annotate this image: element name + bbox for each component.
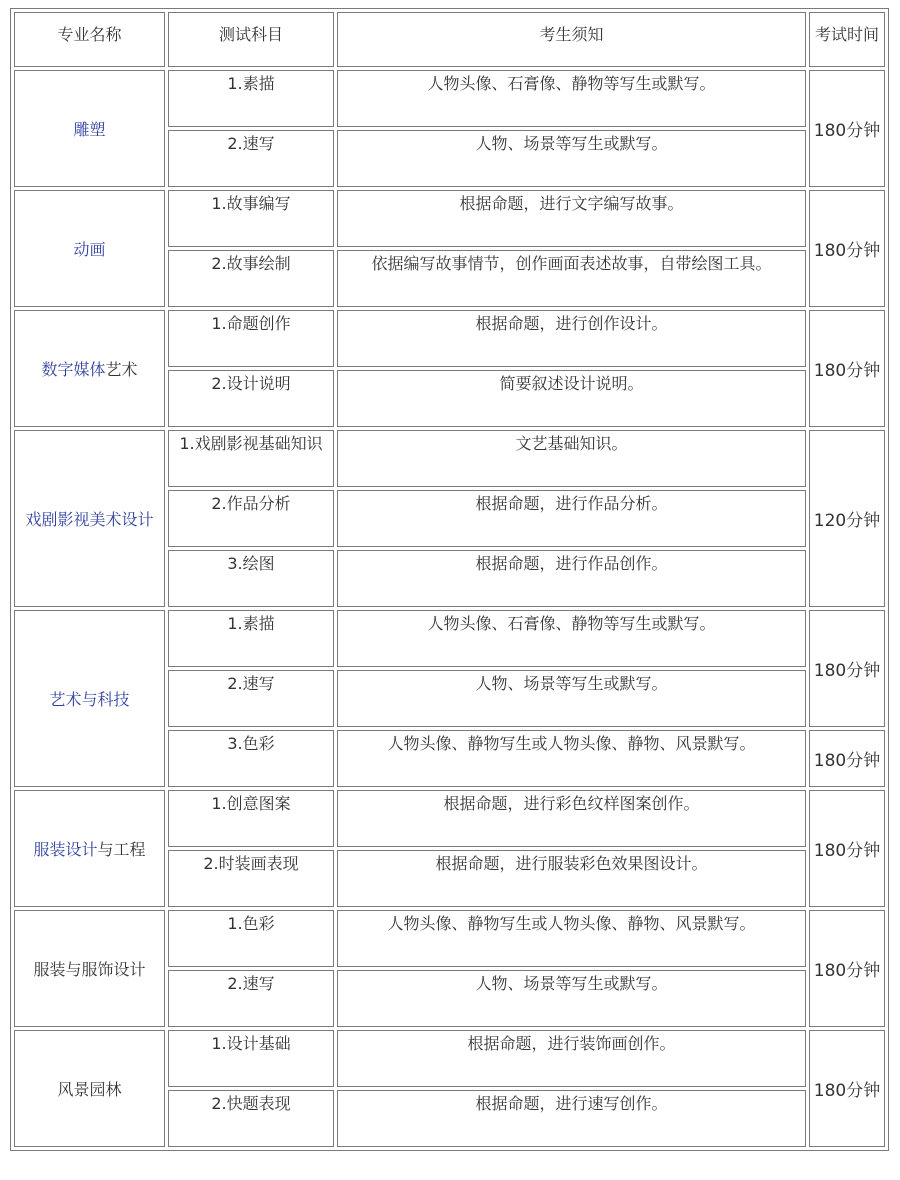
subject-cell: 2.速写 bbox=[168, 130, 334, 187]
major-name-part: 艺术与科技 bbox=[49, 690, 130, 709]
notice-cell: 根据命题，进行作品分析。 bbox=[337, 490, 806, 547]
table-row bbox=[14, 190, 885, 247]
header-subject: 测试科目 bbox=[168, 12, 334, 67]
notice-cell: 人物、场景等写生或默写。 bbox=[337, 670, 806, 727]
notice-cell: 根据命题，进行速写创作。 bbox=[337, 1090, 806, 1147]
major-name-part: 服装设计 bbox=[33, 840, 98, 859]
major-name-part: 戏剧影视美术设计 bbox=[25, 510, 154, 529]
duration-cell: 180分钟 bbox=[809, 910, 885, 1027]
notice-cell: 人物、场景等写生或默写。 bbox=[337, 130, 806, 187]
notice-cell: 根据命题，进行作品创作。 bbox=[337, 550, 806, 607]
subject-cell: 2.故事绘制 bbox=[168, 250, 334, 307]
major-name-part: 风景园林 bbox=[57, 1080, 122, 1099]
header-duration: 考试时间 bbox=[809, 12, 885, 67]
subject-cell: 1.创意图案 bbox=[168, 790, 334, 847]
table-row bbox=[14, 310, 885, 367]
duration-cell: 180分钟 bbox=[809, 790, 885, 907]
notice-cell: 人物头像、石膏像、静物等写生或默写。 bbox=[337, 70, 806, 127]
table-row bbox=[14, 610, 885, 667]
subject-cell: 1.色彩 bbox=[168, 910, 334, 967]
duration-cell: 180分钟 bbox=[809, 70, 885, 187]
table-row bbox=[14, 790, 885, 847]
header-notice: 考生须知 bbox=[337, 12, 806, 67]
major-name bbox=[14, 790, 165, 907]
notice-cell: 人物头像、石膏像、静物等写生或默写。 bbox=[337, 610, 806, 667]
subject-cell: 2.时装画表现 bbox=[168, 850, 334, 907]
major-name-part: 与工程 bbox=[97, 840, 146, 859]
table-row bbox=[14, 910, 885, 967]
notice-cell: 简要叙述设计说明。 bbox=[337, 370, 806, 427]
header-major: 专业名称 bbox=[14, 12, 165, 67]
header-row bbox=[14, 12, 885, 67]
major-name-part: 服装与服饰设计 bbox=[33, 960, 146, 979]
duration-cell: 180分钟 bbox=[809, 190, 885, 307]
duration-cell: 180分钟 bbox=[809, 310, 885, 427]
major-name bbox=[14, 610, 165, 787]
notice-cell: 依据编写故事情节，创作画面表述故事，自带绘图工具。 bbox=[337, 250, 806, 307]
notice-cell: 人物头像、静物写生或人物头像、静物、风景默写。 bbox=[337, 910, 806, 967]
major-name-part: 雕塑 bbox=[73, 120, 106, 139]
major-name-part: 动画 bbox=[73, 240, 106, 259]
subject-cell: 1.素描 bbox=[168, 70, 334, 127]
notice-cell: 根据命题，进行彩色纹样图案创作。 bbox=[337, 790, 806, 847]
major-name-part: 数字媒体 bbox=[41, 360, 106, 379]
subject-cell: 3.绘图 bbox=[168, 550, 334, 607]
subject-cell: 2.快题表现 bbox=[168, 1090, 334, 1147]
duration-cell: 180分钟 bbox=[809, 610, 885, 727]
subject-cell: 2.速写 bbox=[168, 670, 334, 727]
subject-cell: 1.故事编写 bbox=[168, 190, 334, 247]
duration-cell: 120分钟 bbox=[809, 430, 885, 607]
major-name bbox=[14, 190, 165, 307]
major-name bbox=[14, 310, 165, 427]
notice-cell: 根据命题，进行文字编写故事。 bbox=[337, 190, 806, 247]
table-row bbox=[14, 430, 885, 487]
subject-cell: 1.素描 bbox=[168, 610, 334, 667]
duration-cell: 180分钟 bbox=[809, 1030, 885, 1147]
exam-schedule-table bbox=[10, 8, 889, 1151]
major-name-part: 艺术 bbox=[105, 360, 138, 379]
major-name bbox=[14, 910, 165, 1027]
subject-cell: 1.戏剧影视基础知识 bbox=[168, 430, 334, 487]
notice-cell: 根据命题，进行创作设计。 bbox=[337, 310, 806, 367]
subject-cell: 2.作品分析 bbox=[168, 490, 334, 547]
notice-cell: 人物、场景等写生或默写。 bbox=[337, 970, 806, 1027]
subject-cell: 1.命题创作 bbox=[168, 310, 334, 367]
notice-cell: 人物头像、静物写生或人物头像、静物、风景默写。 bbox=[337, 730, 806, 787]
subject-cell: 2.速写 bbox=[168, 970, 334, 1027]
major-name bbox=[14, 430, 165, 607]
table-row bbox=[14, 70, 885, 127]
notice-cell: 文艺基础知识。 bbox=[337, 430, 806, 487]
notice-cell: 根据命题，进行装饰画创作。 bbox=[337, 1030, 806, 1087]
subject-cell: 1.设计基础 bbox=[168, 1030, 334, 1087]
subject-cell: 2.设计说明 bbox=[168, 370, 334, 427]
major-name bbox=[14, 1030, 165, 1147]
major-name bbox=[14, 70, 165, 187]
notice-cell: 根据命题，进行服装彩色效果图设计。 bbox=[337, 850, 806, 907]
subject-cell: 3.色彩 bbox=[168, 730, 334, 787]
table-row bbox=[14, 1030, 885, 1087]
duration-cell: 180分钟 bbox=[809, 730, 885, 787]
exam-table-container bbox=[10, 8, 889, 1151]
